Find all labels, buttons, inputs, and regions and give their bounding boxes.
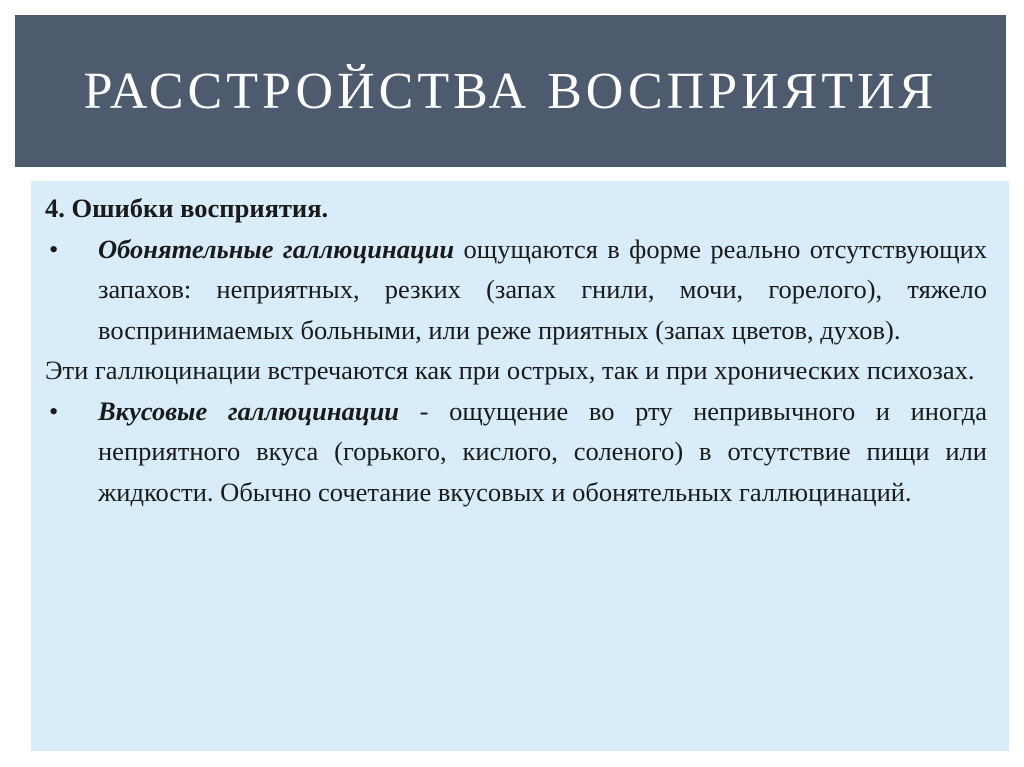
bullet-marker: •: [49, 233, 59, 264]
slide-title: РАССТРОЙСТВА ВОСПРИЯТИЯ: [83, 62, 938, 120]
title-bar: [15, 15, 1006, 167]
term-gustatory: Вкусовые галлюцинации: [98, 395, 400, 426]
bullet-marker: •: [49, 395, 59, 426]
bullet-gustatory: [45, 391, 987, 513]
paragraph-psychoses: Эти галлюцинации встречаются как при острых, так и при хронических психозах.: [45, 355, 975, 385]
section-heading: 4. Ошибки восприятия.: [45, 193, 329, 223]
bullet-olfactory: [45, 229, 987, 351]
bullet-gustatory-text: - ощущение во рту непривычного и иногда неприятного вкуса (горького, кислого, соленого) в отсутствие пищи или жидкости. Обычно сочетание вкусовых и обонятельных галлюцинаций.: [98, 395, 988, 507]
bullet-olfactory-text: ощущаются в форме реально отсутствующих запахов: неприятных, резких (запах гнили, мочи, горелого), тяжело воспринимаемых больными, или реже приятных (запах цветов, духов).: [98, 233, 988, 345]
term-olfactory: Обонятельные галлюцинации: [98, 233, 455, 264]
content-box: [31, 181, 1009, 751]
